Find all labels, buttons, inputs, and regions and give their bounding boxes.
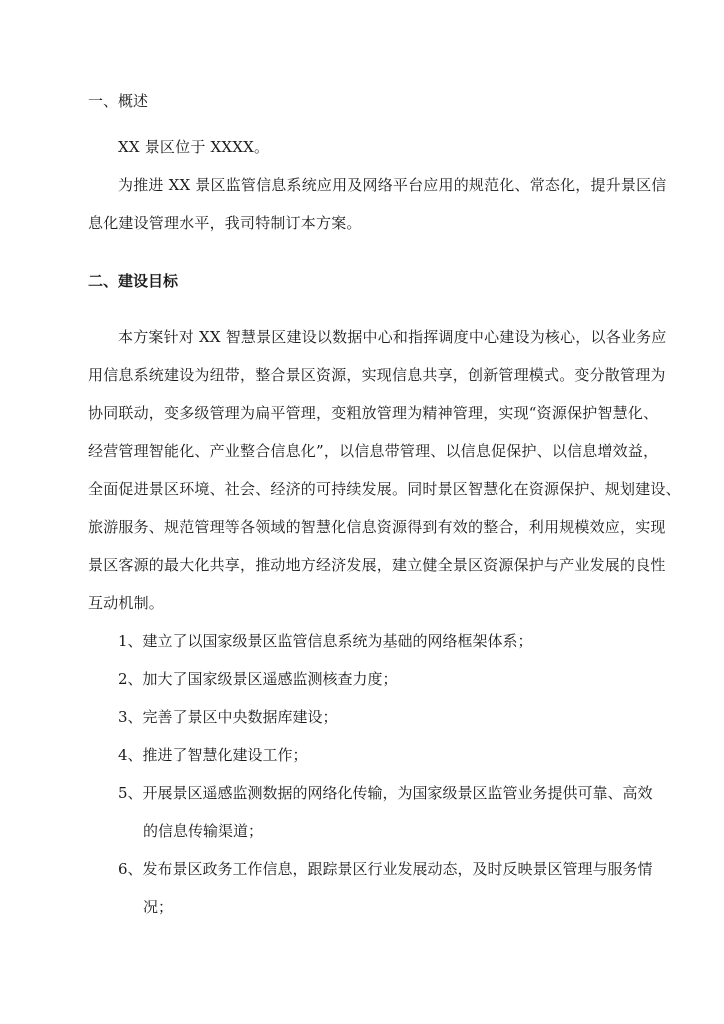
list-item	[118, 858, 653, 879]
body-line-1: 本方案针对 XX 智慧景区建设以数据中心和指挥调度中心建设为核心，以各业务应	[118, 328, 667, 346]
list-item-continuation: 的信息传输渠道；	[143, 822, 264, 840]
list-text: 加大了国家级景区遥感监测核查力度；	[142, 670, 398, 688]
list-text: 建立了以国家级景区监管信息系统为基础的网络框架体系；	[142, 632, 533, 650]
list-item	[118, 706, 338, 727]
paragraph-location: XX 景区位于 XXXX。	[118, 138, 270, 156]
body-line-4: 经营管理智能化、产业整合信息化”，以信息带管理、以信息促保护、以信息增效益，	[88, 442, 659, 460]
body-line-8: 互动机制。	[88, 594, 165, 612]
list-text: 发布景区政务工作信息，跟踪景区行业发展动态，及时反映景区管理与服务情	[142, 860, 653, 878]
body-line-7: 景区客源的最大化共享，推动地方经济发展，建立健全景区资源保护与产业发展的良性	[88, 556, 666, 574]
body-line-2: 用信息系统建设为纽带，整合景区资源，实现信息共享，创新管理模式。变分散管理为	[88, 366, 666, 384]
list-number: 4、	[118, 746, 143, 764]
section-heading-goals: 二、建设目标	[88, 272, 179, 290]
list-item-continuation: 况；	[143, 898, 174, 916]
paragraph-purpose-line-2: 息化建设管理水平，我司特制订本方案。	[88, 214, 362, 232]
paragraph-purpose-line-1: 为推进 XX 景区监管信息系统应用及网络平台应用的规范化、常态化，提升景区信	[118, 176, 667, 194]
body-line-3: 协同联动，变多级管理为扁平管理，变粗放管理为精神管理，实现“资源保护智慧化、	[88, 404, 659, 422]
body-line-6: 旅游服务、规范管理等各领域的智慧化信息资源得到有效的整合，利用规模效应，实现	[88, 518, 666, 536]
list-item	[118, 744, 308, 765]
list-number: 1、	[118, 632, 143, 650]
list-number: 3、	[118, 708, 143, 726]
body-line-5: 全面促进景区环境、社会、经济的可持续发展。同时景区智慧化在资源保护、规划建设、	[88, 480, 681, 498]
list-text: 推进了智慧化建设工作；	[142, 746, 308, 764]
list-text: 开展景区遥感监测数据的网络化传输，为国家级景区监管业务提供可靠、高效	[142, 784, 653, 802]
list-item	[118, 782, 653, 803]
list-number: 2、	[118, 670, 143, 688]
list-text: 完善了景区中央数据库建设；	[142, 708, 338, 726]
list-item	[118, 668, 398, 689]
list-item	[118, 630, 533, 651]
section-heading-overview: 一、概述	[88, 92, 149, 110]
list-number: 5、	[118, 784, 143, 802]
list-number: 6、	[118, 860, 143, 878]
